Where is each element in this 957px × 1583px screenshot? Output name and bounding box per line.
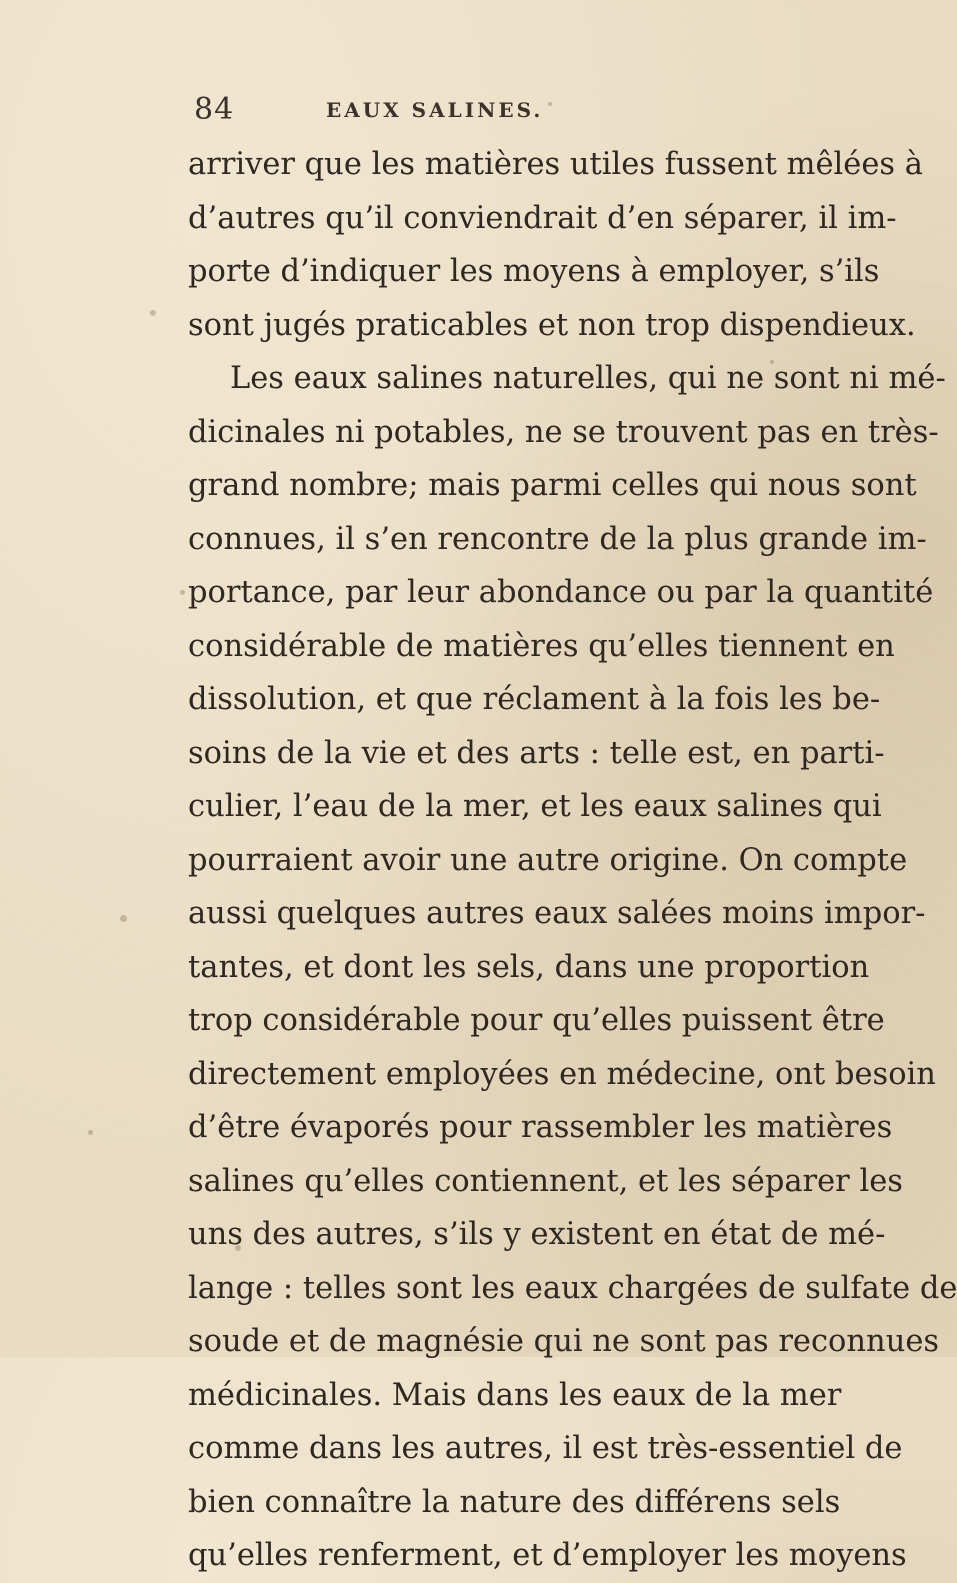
paper-speck [120, 915, 127, 922]
text-line: grand nombre; mais parmi celles qui nous sont [188, 468, 917, 503]
paragraph-start-line: Les eaux salines naturelles, qui ne sont ni mé- [230, 361, 946, 396]
text-line: soins de la vie et des arts : telle est, en parti- [188, 735, 885, 771]
paper-speck [150, 310, 156, 316]
text-line: aussi quelques autres eaux salées moins impor- [188, 896, 926, 931]
text-line: directement employées en médecine, ont besoin [188, 1056, 936, 1092]
text-line: dicinales ni potables, ne se trouvent pas en très- [188, 414, 939, 450]
body-text [188, 138, 957, 1583]
text-line: salines qu’elles contiennent, et les séparer les [188, 1163, 903, 1199]
text-line: lange : telles sont les eaux chargées de sulfate de [188, 1270, 957, 1306]
text-line: bien connaître la nature des différens sels [188, 1484, 841, 1520]
text-line: arriver que les matières utiles fussent mêlées à [188, 147, 923, 182]
text-line: connues, il s’en rencontre de la plus grande im- [188, 521, 927, 557]
text-line: qu’elles renferment, et d’employer les moyens [188, 1538, 907, 1573]
text-line: d’être évaporés pour rassembler les matières [188, 1110, 893, 1145]
text-line: comme dans les autres, il est très-essentiel de [188, 1431, 903, 1466]
text-line: portance, par leur abondance ou par la quantité [188, 575, 934, 610]
running-head: EAUX SALINES. [326, 98, 544, 122]
text-line: pourraient avoir une autre origine. On compte [188, 842, 908, 878]
paper-speck [88, 1130, 93, 1135]
page-header [194, 92, 664, 128]
text-line: d’autres qu’il conviendrait d’en séparer, il im- [188, 200, 897, 236]
text-line: médicinales. Mais dans les eaux de la mer [188, 1377, 842, 1413]
text-line: tantes, et dont les sels, dans une proportion [188, 949, 870, 985]
text-line: soude et de magnésie qui ne sont pas reconnues [188, 1324, 940, 1359]
paper-speck [770, 360, 774, 364]
paper-speck [180, 590, 185, 595]
text-line: trop considérable pour qu’elles puissent être [188, 1003, 885, 1038]
text-line: considérable de matières qu’elles tiennent en [188, 628, 895, 664]
text-line: porte d’indiquer les moyens à employer, s’ils [188, 254, 880, 289]
text-line: uns des autres, s’ils y existent en état de mé- [188, 1217, 886, 1252]
paper-speck [235, 1245, 241, 1251]
page-number: 84 [194, 92, 235, 127]
paper-speck [548, 102, 552, 106]
text-line: culier, l’eau de la mer, et les eaux salines qui [188, 789, 882, 824]
text-line: dissolution, et que réclament à la fois les be- [188, 682, 881, 717]
text-line: sont jugés praticables et non trop dispendieux. [188, 307, 916, 343]
